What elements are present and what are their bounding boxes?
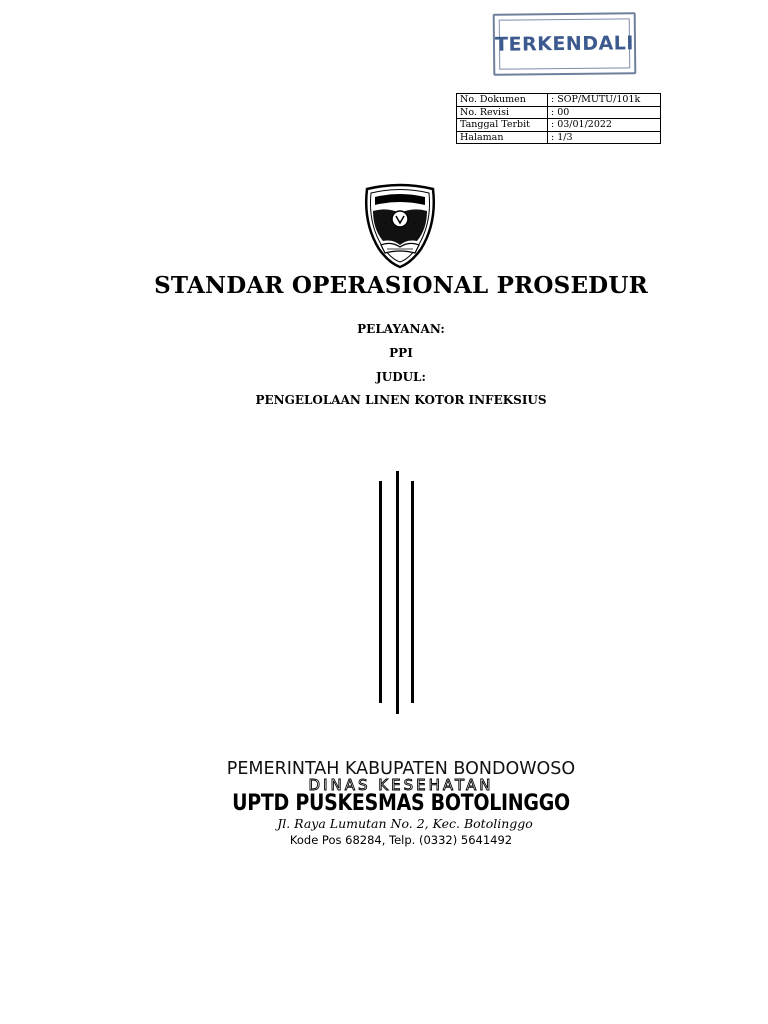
subject-value: PENGELOLAAN LINEN KOTOR INFEKSIUS [255, 393, 547, 407]
decorative-line-left [379, 481, 382, 703]
doc-info-row [457, 106, 661, 119]
controlled-stamp [493, 12, 637, 75]
issue-date-label: Tanggal Terbit [457, 119, 548, 132]
regency-emblem-icon [361, 183, 439, 269]
decorative-line-right [411, 481, 414, 703]
service-label: PELAYANAN: [357, 322, 445, 336]
doc-info-row [457, 94, 661, 107]
address: Jl. Raya Lumutan No. 2, Kec. Botolinggo [277, 816, 533, 831]
stamp-text: TERKENDALI [494, 32, 635, 56]
doc-info-row [457, 131, 661, 144]
page-title: STANDAR OPERASIONAL PROSEDUR [154, 272, 648, 299]
revision-value: : 00 [548, 106, 661, 119]
page-label: Halaman [457, 131, 548, 144]
agency-name: DINAS KESEHATAN [308, 776, 494, 794]
subject-label: JUDUL: [376, 370, 426, 384]
unit-name: UPTD PUSKESMAS BOTOLINGGO [232, 790, 570, 816]
page-value: : 1/3 [548, 131, 661, 144]
contact-info: Kode Pos 68284, Telp. (0332) 5641492 [289, 833, 513, 847]
doc-number-label: No. Dokumen [457, 94, 548, 107]
decorative-line-center [396, 471, 399, 714]
service-value: PPI [389, 346, 413, 360]
issue-date-value: : 03/01/2022 [548, 119, 661, 132]
revision-label: No. Revisi [457, 106, 548, 119]
document-info-table [456, 93, 661, 144]
doc-number-value: : SOP/MUTU/101k [548, 94, 661, 107]
doc-info-row [457, 119, 661, 132]
government-name: PEMERINTAH KABUPATEN BONDOWOSO [226, 759, 576, 779]
